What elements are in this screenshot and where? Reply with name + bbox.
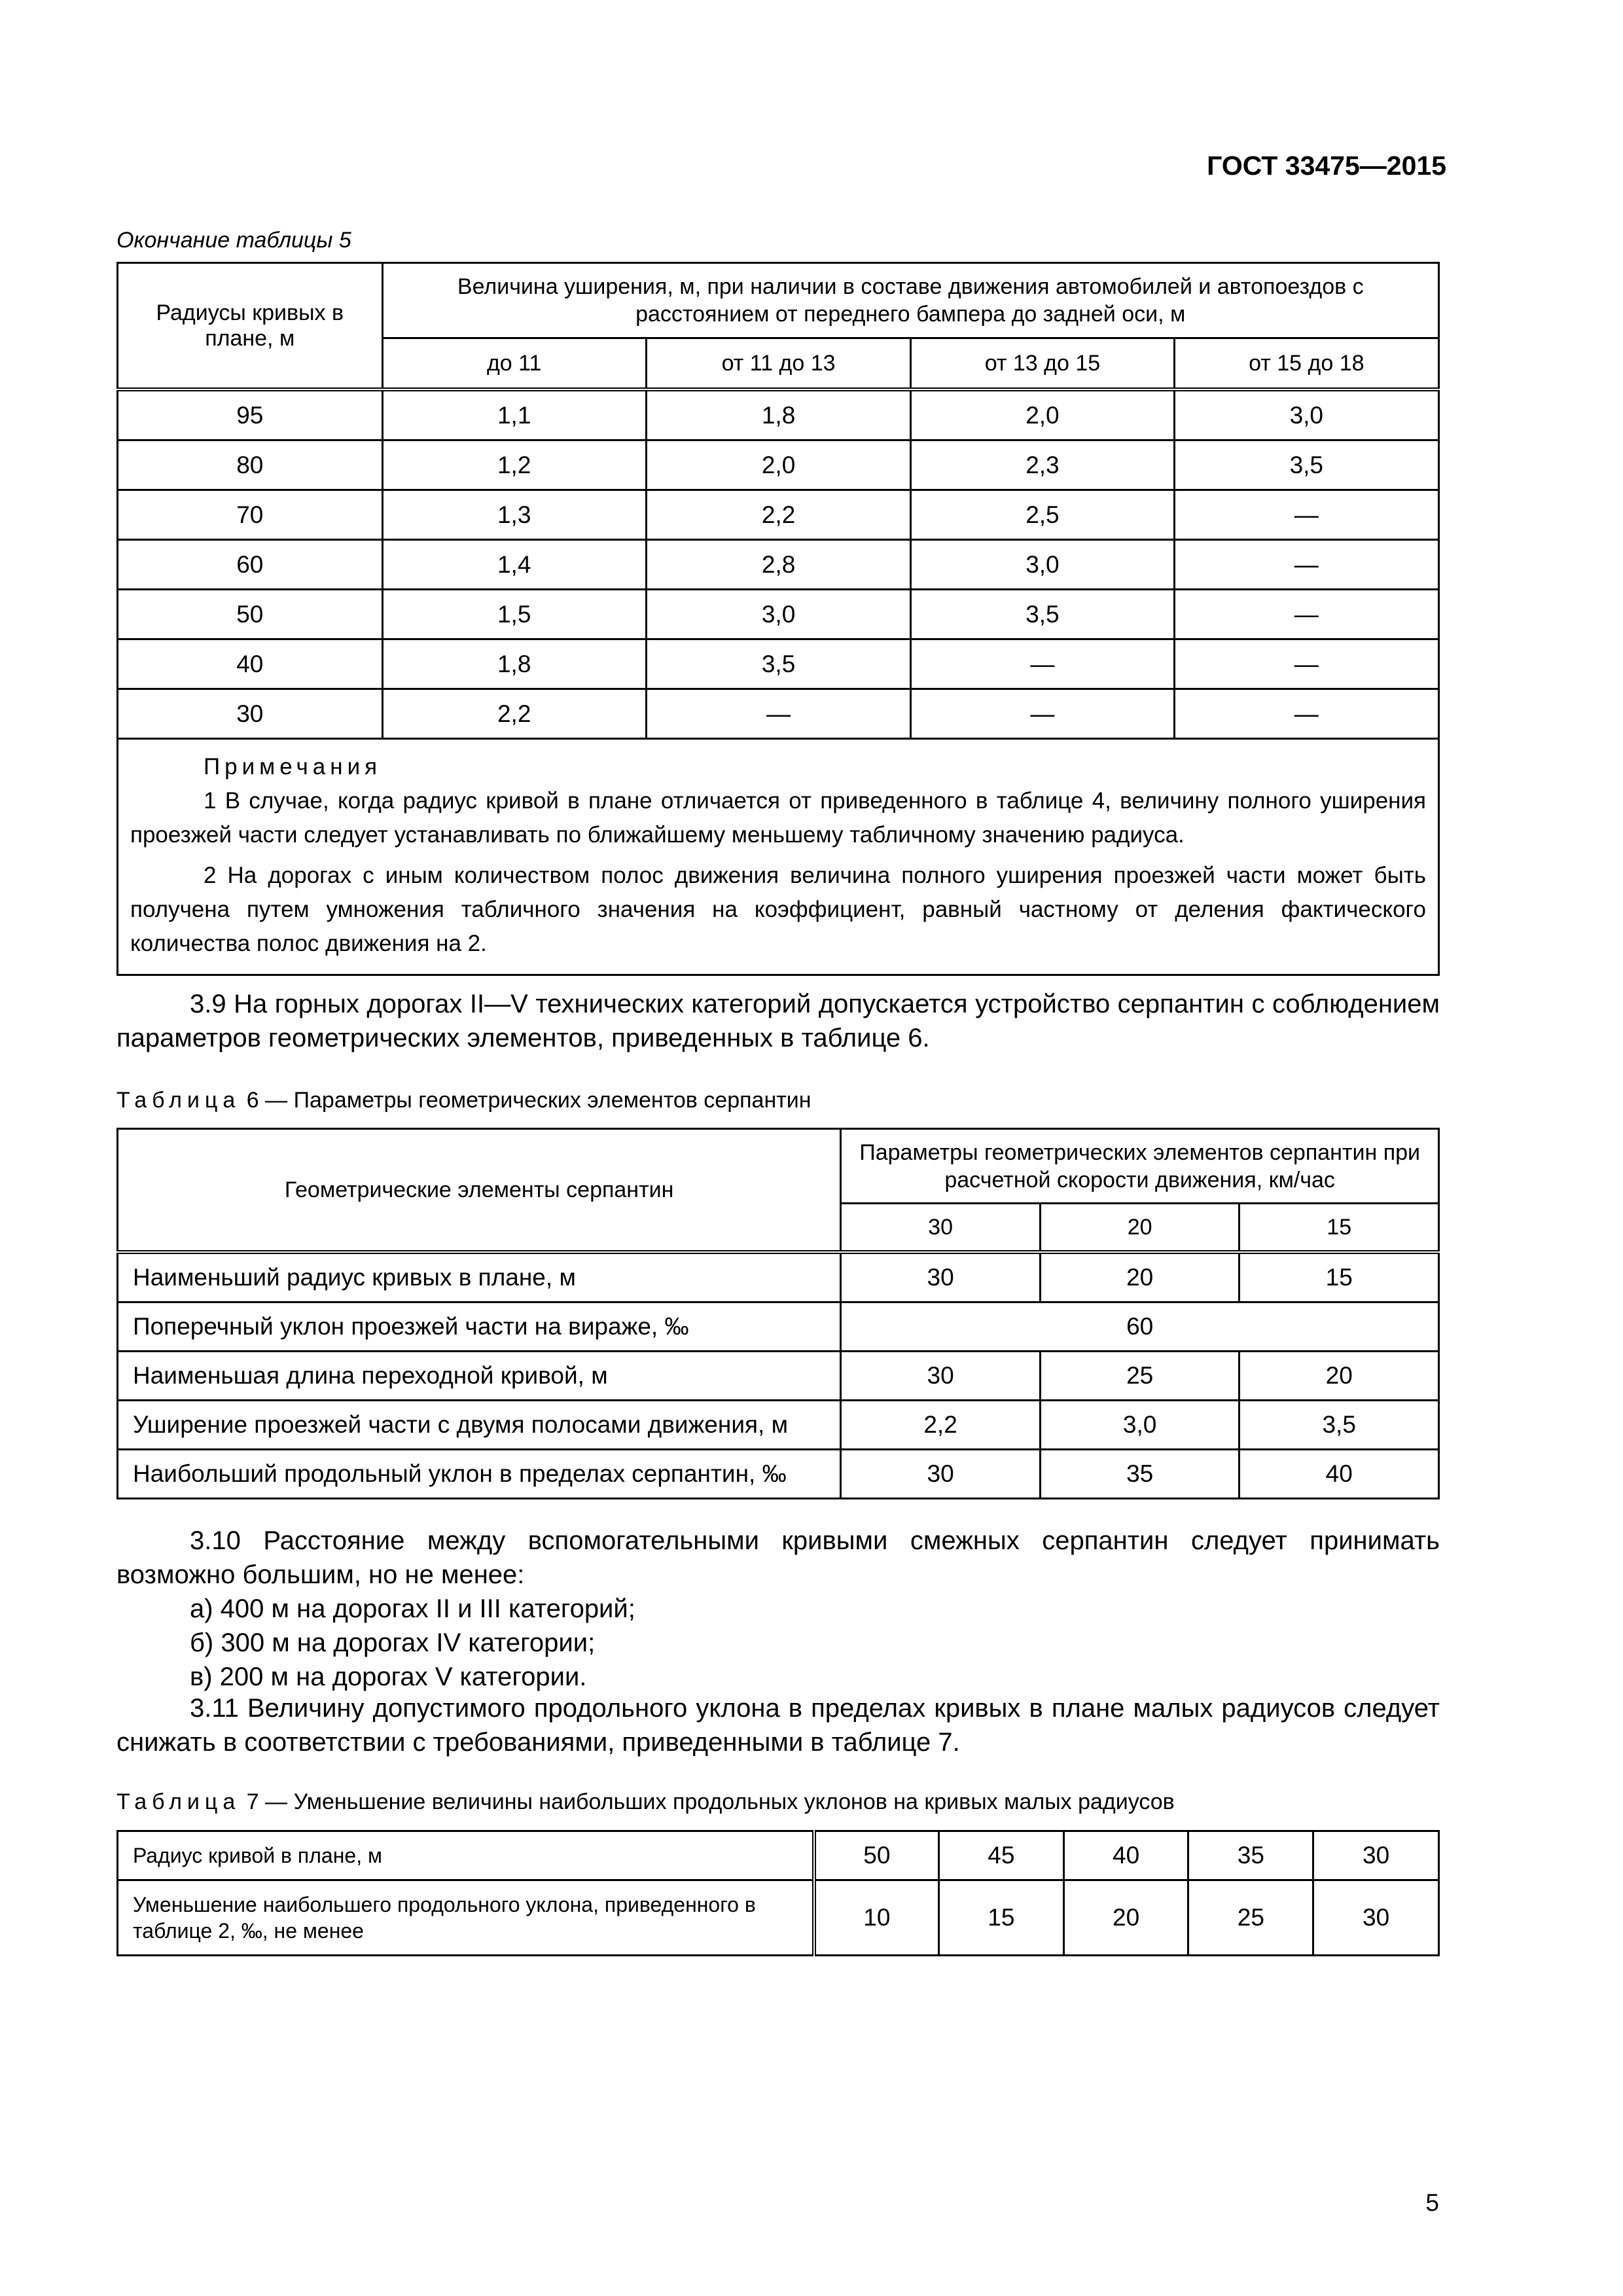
table-row <box>118 689 1439 739</box>
table-cell: 20 <box>1240 1352 1439 1401</box>
table-6 <box>116 1128 1440 1499</box>
note-1: 1 В случае, когда радиус кривой в плане отличается от приведенного в таблице 4, величину полного уширения проезжей части следует устанавливать по ближайшему меньшему табличному значению радиуса. <box>130 788 1426 848</box>
table-cell: — <box>1174 540 1438 590</box>
document-code: ГОСТ 33475—2015 <box>1207 151 1446 181</box>
table-cell: — <box>1174 639 1438 689</box>
row-label: Поперечный уклон проезжей части на вираже, ‰ <box>118 1302 841 1352</box>
table6-col-elements: Геометрические элементы серпантин <box>118 1129 841 1253</box>
row-label: Наибольший продольный уклон в пределах серпантин, ‰ <box>118 1450 841 1499</box>
table-row <box>118 540 1439 590</box>
row-label: Уширение проезжей части с двумя полосами движения, м <box>118 1401 841 1450</box>
table6-header-row <box>118 1129 1439 1204</box>
paragraph-text: 3.10 Расстояние между вспомогательными кривыми смежных серпантин следует принимать возможно большим, но не менее: <box>116 1526 1440 1589</box>
table-cell: 1,3 <box>382 490 646 540</box>
table-cell: 25 <box>1040 1352 1240 1401</box>
table-cell: 3,5 <box>911 590 1174 639</box>
table-cell: 30 <box>118 689 383 739</box>
table-cell: 30 <box>1313 1831 1439 1880</box>
table-cell: 20 <box>1063 1880 1188 1956</box>
table-cell: 1,5 <box>382 590 646 639</box>
table-row <box>118 1450 1439 1499</box>
table-cell: 45 <box>939 1831 1064 1880</box>
table-row <box>118 1302 1439 1352</box>
row-label: Радиус кривой в плане, м <box>118 1831 814 1880</box>
table-cell: — <box>646 689 910 739</box>
table-cell: 30 <box>841 1450 1041 1499</box>
table6-subcol: 30 <box>841 1204 1041 1253</box>
row-label: Наименьшая длина переходной кривой, м <box>118 1352 841 1401</box>
table5-subcol: от 11 до 13 <box>646 338 910 390</box>
table-cell: 40 <box>1240 1450 1439 1499</box>
table5-subcol: до 11 <box>382 338 646 390</box>
table-cell: 80 <box>118 440 383 490</box>
table7-caption <box>116 1789 1175 1815</box>
table5-col-group: Величина уширения, м, при наличии в составе движения автомобилей и автопоездов с расстоянием от переднего бампера до задней оси, м <box>382 263 1438 338</box>
table-cell: 70 <box>118 490 383 540</box>
table-row <box>118 440 1439 490</box>
table-cell: 10 <box>814 1880 939 1956</box>
table5-subcol: от 13 до 15 <box>911 338 1174 390</box>
note-2: 2 На дорогах с иным количеством полос движения величина полного уширения проезжей части может быть получена путем умножения табличного значения на коэффициент, равный частному от деления фактического количества полос движения на 2. <box>130 863 1426 956</box>
table-5 <box>116 262 1440 976</box>
table-cell: 3,5 <box>1240 1401 1439 1450</box>
table-row <box>118 590 1439 639</box>
table-cell: 2,0 <box>646 440 910 490</box>
table-row <box>118 1831 1439 1880</box>
table-cell: 30 <box>841 1352 1041 1401</box>
table6-col-group: Параметры геометрических элементов серпантин при расчетной скорости движения, км/час <box>841 1129 1439 1204</box>
table-cell: 35 <box>1040 1450 1240 1499</box>
paragraph-3-11 <box>116 1691 1440 1759</box>
table-row <box>118 490 1439 540</box>
table6-caption <box>116 1088 812 1113</box>
table-cell: 60 <box>118 540 383 590</box>
row-label: Уменьшение наибольшего продольного уклона, приведенного в таблице 2, ‰, не менее <box>118 1880 814 1956</box>
table-cell: 15 <box>939 1880 1064 1956</box>
table-cell: 3,0 <box>1040 1401 1240 1450</box>
notes-title: Примечания <box>204 754 382 780</box>
table-cell: 1,4 <box>382 540 646 590</box>
table-row <box>118 1352 1439 1401</box>
table-cell: 1,8 <box>646 389 910 440</box>
paragraph-3-10 <box>116 1524 1440 1694</box>
paragraph-text: 3.9 На горных дорогах II—V технических категорий допускается устройство серпантин с соблюдением параметров геометрических элементов, приведенных в таблице 6. <box>116 990 1440 1052</box>
table5-col-radius: Радиусы кривых в плане, м <box>118 263 383 390</box>
table-row <box>118 639 1439 689</box>
table-cell: 2,2 <box>382 689 646 739</box>
table-cell: 1,2 <box>382 440 646 490</box>
table-cell: 3,0 <box>646 590 910 639</box>
page-number: 5 <box>1425 2189 1439 2216</box>
table5-caption: Окончание таблицы 5 <box>116 228 351 253</box>
table5-notes-row <box>118 739 1439 975</box>
table-cell: 40 <box>1063 1831 1188 1880</box>
table7-caption-text: 7 — Уменьшение величины наибольших продольных уклонов на кривых малых радиусов <box>246 1789 1175 1814</box>
table5-subcol: от 15 до 18 <box>1174 338 1438 390</box>
table-row <box>118 389 1439 440</box>
table-cell: 1,1 <box>382 389 646 440</box>
table-row <box>118 1880 1439 1956</box>
table-cell: 2,3 <box>911 440 1174 490</box>
table6-subcol: 20 <box>1040 1204 1240 1253</box>
table-cell: 95 <box>118 389 383 440</box>
table-cell: 2,5 <box>911 490 1174 540</box>
table-cell: 40 <box>118 639 383 689</box>
table-cell: 2,8 <box>646 540 910 590</box>
table-cell: — <box>911 689 1174 739</box>
paragraph-3-9 <box>116 987 1440 1055</box>
table-cell: 25 <box>1188 1880 1313 1956</box>
table-cell: — <box>1174 590 1438 639</box>
table6-caption-text: 6 — Параметры геометрических элементов серпантин <box>246 1088 812 1113</box>
list-item: а) 400 м на дорогах II и III категорий; <box>190 1594 635 1623</box>
table-cell: 30 <box>841 1252 1041 1302</box>
table-cell: 50 <box>814 1831 939 1880</box>
table-cell: 3,5 <box>1174 440 1438 490</box>
paragraph-text: 3.11 Величину допустимого продольного уклона в пределах кривых в плане малых радиусов следует снижать в соответствии с требованиями, приведенными в таблице 7. <box>116 1694 1440 1757</box>
table-cell-merged: 60 <box>841 1302 1439 1352</box>
table-cell: — <box>911 639 1174 689</box>
table-cell: 2,2 <box>841 1401 1041 1450</box>
table-cell: 20 <box>1040 1252 1240 1302</box>
table-cell: — <box>1174 490 1438 540</box>
table-cell: 2,2 <box>646 490 910 540</box>
table6-subcol: 15 <box>1240 1204 1439 1253</box>
table-cell: 3,5 <box>646 639 910 689</box>
table-cell: — <box>1174 689 1438 739</box>
list-item: в) 200 м на дорогах V категории. <box>190 1662 587 1691</box>
table-cell: 50 <box>118 590 383 639</box>
table-cell: 3,0 <box>911 540 1174 590</box>
table-row <box>118 1401 1439 1450</box>
list-item: б) 300 м на дорогах IV категории; <box>190 1628 596 1657</box>
table-cell: 3,0 <box>1174 389 1438 440</box>
table5-notes <box>118 739 1439 975</box>
table-cell: 2,0 <box>911 389 1174 440</box>
table-cell: 35 <box>1188 1831 1313 1880</box>
table6-caption-label: Таблица <box>116 1088 241 1113</box>
table-7 <box>116 1830 1440 1956</box>
table5-header-row <box>118 263 1439 338</box>
table-cell: 30 <box>1313 1880 1439 1956</box>
table-cell: 15 <box>1240 1252 1439 1302</box>
table-cell: 1,8 <box>382 639 646 689</box>
table-row <box>118 1252 1439 1302</box>
table7-caption-label: Таблица <box>116 1789 241 1814</box>
row-label: Наименьший радиус кривых в плане, м <box>118 1252 841 1302</box>
